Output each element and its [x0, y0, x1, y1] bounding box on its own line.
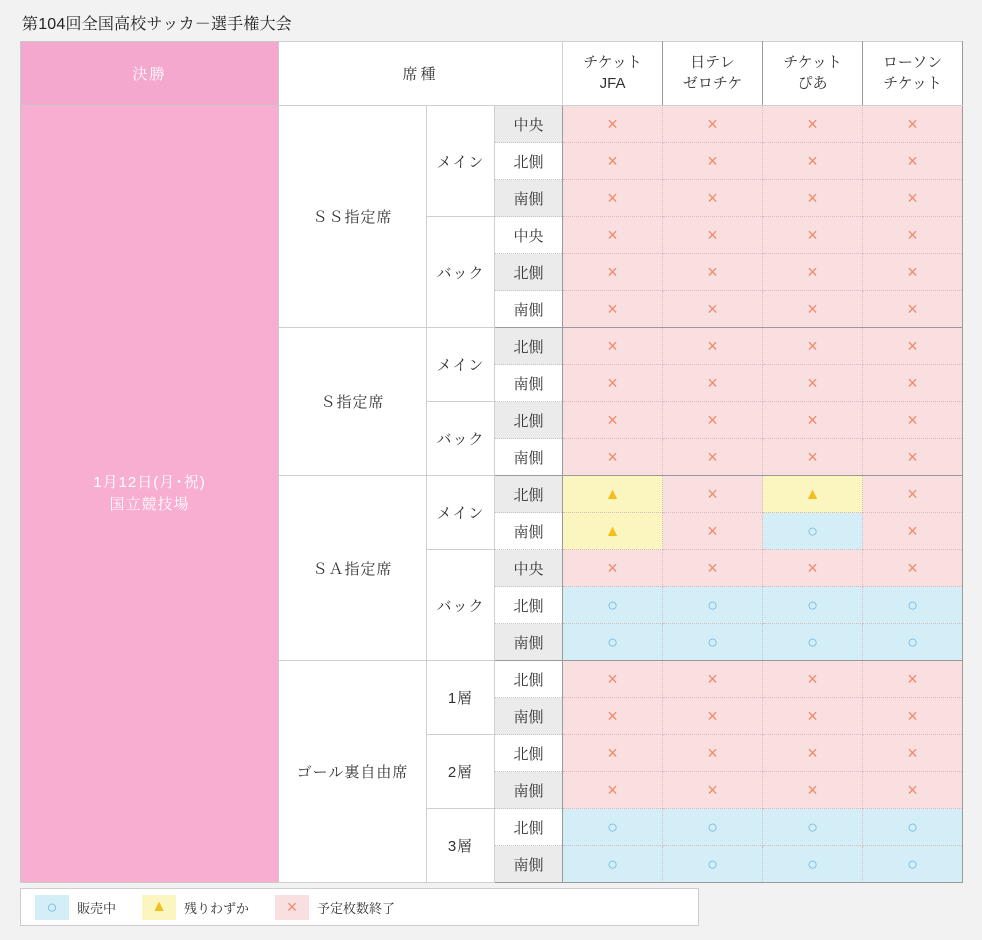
sold-out-mark: × [807, 557, 818, 578]
availability-cell [663, 772, 763, 809]
sold-out-mark: × [707, 335, 718, 356]
availability-cell [763, 402, 863, 439]
sold-out-mark: × [907, 705, 918, 726]
seat-position: 南側 [495, 365, 563, 402]
seat-availability-table [20, 41, 963, 883]
seat-side: 3層 [427, 809, 495, 883]
seat-position: 北側 [495, 735, 563, 772]
sold-out-mark: × [607, 113, 618, 134]
availability-cell [863, 217, 963, 254]
sold-out-mark: × [607, 372, 618, 393]
availability-cell [763, 328, 863, 365]
match-info-cell [21, 106, 279, 883]
sold-out-mark: × [907, 187, 918, 208]
sold-out-mark: × [907, 113, 918, 134]
availability-cell [663, 180, 763, 217]
availability-cell [763, 550, 863, 587]
seat-position: 南側 [495, 772, 563, 809]
sold-out-mark: × [807, 187, 818, 208]
sold-out-mark: × [907, 335, 918, 356]
on-sale-icon: ○ [35, 895, 69, 920]
availability-cell [663, 291, 763, 328]
seat-position: 北側 [495, 476, 563, 513]
sold-out-mark: × [907, 446, 918, 467]
seat-position: 北側 [495, 661, 563, 698]
table-header-row [21, 42, 963, 106]
availability-cell [663, 439, 763, 476]
availability-cell [663, 587, 763, 624]
availability-cell [763, 254, 863, 291]
vendor-line2: ぴあ [797, 74, 828, 92]
vendor-line1: 日テレ [690, 54, 735, 72]
availability-cell [863, 698, 963, 735]
header-vendor-3 [763, 42, 863, 106]
availability-cell [863, 587, 963, 624]
sold-out-mark: × [807, 298, 818, 319]
sold-out-mark: × [707, 409, 718, 430]
sold-out-mark: × [707, 187, 718, 208]
availability-cell [763, 661, 863, 698]
sold-out-mark: × [707, 520, 718, 541]
availability-cell [763, 291, 863, 328]
sold-out-mark: × [807, 779, 818, 800]
table-row [21, 106, 963, 143]
header-vendor-2 [663, 42, 763, 106]
match-venue: 国立競技場 [109, 496, 190, 513]
sold-out-mark: × [707, 483, 718, 504]
availability-cell [863, 328, 963, 365]
legend-label-few-left: 残りわずか [184, 900, 250, 916]
availability-cell [863, 476, 963, 513]
on-sale-mark: ○ [607, 631, 618, 652]
availability-cell [663, 328, 763, 365]
sold-out-mark: × [807, 742, 818, 763]
sold-out-mark: × [607, 446, 618, 467]
sold-out-mark: × [707, 224, 718, 245]
availability-cell [563, 402, 663, 439]
on-sale-mark: ○ [707, 594, 718, 615]
availability-cell [763, 735, 863, 772]
availability-cell [763, 365, 863, 402]
page-title: 第104回全国高校サッカ－選手権大会 [22, 16, 292, 33]
availability-cell [663, 661, 763, 698]
sold-out-mark: × [707, 261, 718, 282]
on-sale-mark: ○ [907, 631, 918, 652]
seat-position: 中央 [495, 217, 563, 254]
availability-cell [563, 143, 663, 180]
availability-cell [563, 661, 663, 698]
availability-cell [663, 106, 763, 143]
sold-out-mark: × [607, 150, 618, 171]
match-date: 1月12日(月･祝) [93, 474, 206, 492]
seat-position: 北側 [495, 254, 563, 291]
seat-side: メイン [427, 476, 495, 550]
availability-cell [863, 846, 963, 883]
sold-out-mark: × [907, 298, 918, 319]
sold-out-mark: × [807, 335, 818, 356]
few-left-icon: ▲ [142, 895, 176, 920]
sold-out-mark: × [607, 187, 618, 208]
availability-cell [663, 217, 763, 254]
availability-cell [563, 254, 663, 291]
on-sale-mark: ○ [607, 594, 618, 615]
availability-cell [563, 476, 663, 513]
availability-cell [863, 809, 963, 846]
sold-out-mark: × [707, 150, 718, 171]
on-sale-mark: ○ [907, 816, 918, 837]
availability-cell [563, 772, 663, 809]
seat-category: ＳＳ指定席 [279, 106, 427, 328]
availability-cell [563, 106, 663, 143]
sold-out-mark: × [907, 224, 918, 245]
availability-cell [563, 439, 663, 476]
vendor-line2: ゼロチケ [682, 74, 743, 92]
seat-category: ＳＡ指定席 [279, 476, 427, 661]
sold-out-mark: × [807, 446, 818, 467]
sold-out-mark: × [807, 261, 818, 282]
sold-out-mark: × [907, 409, 918, 430]
legend-label-sold-out: 予定枚数終了 [317, 900, 396, 916]
seat-position: 北側 [495, 328, 563, 365]
sold-out-mark: × [707, 742, 718, 763]
sold-out-mark: × [607, 557, 618, 578]
availability-cell [763, 698, 863, 735]
availability-cell [863, 624, 963, 661]
on-sale-mark: ○ [907, 853, 918, 874]
vendor-line1: チケット [583, 54, 642, 72]
seat-side: バック [427, 550, 495, 661]
seat-position: 南側 [495, 846, 563, 883]
sold-out-mark: × [907, 261, 918, 282]
sold-out-mark: × [607, 298, 618, 319]
vendor-line2: JFA [599, 74, 626, 92]
sold-out-mark: × [607, 335, 618, 356]
availability-cell [563, 180, 663, 217]
sold-out-mark: × [707, 557, 718, 578]
sold-out-mark: × [707, 705, 718, 726]
seat-position: 南側 [495, 439, 563, 476]
availability-cell [763, 809, 863, 846]
availability-cell [563, 328, 663, 365]
availability-cell [563, 513, 663, 550]
availability-cell [663, 624, 763, 661]
seat-side: 2層 [427, 735, 495, 809]
on-sale-mark: ○ [707, 853, 718, 874]
vendor-line1: ローソン [882, 54, 943, 72]
legend-item-sold-out [275, 895, 395, 920]
availability-cell [663, 143, 763, 180]
sold-out-mark: × [907, 668, 918, 689]
availability-cell [863, 439, 963, 476]
legend-label-on-sale: 販売中 [77, 900, 117, 916]
availability-cell [863, 254, 963, 291]
sold-out-mark: × [707, 372, 718, 393]
seat-position: 南側 [495, 291, 563, 328]
seat-position: 北側 [495, 809, 563, 846]
seat-category: ゴール裏自由席 [279, 661, 427, 883]
on-sale-mark: ○ [807, 594, 818, 615]
header-match-label: 決勝 [21, 42, 279, 106]
on-sale-mark: ○ [907, 594, 918, 615]
seat-side: メイン [427, 106, 495, 217]
availability-cell [763, 624, 863, 661]
legend-item-few-left [142, 895, 249, 920]
sold-out-mark: × [607, 224, 618, 245]
seat-position: 南側 [495, 624, 563, 661]
availability-cell [763, 476, 863, 513]
on-sale-mark: ○ [807, 816, 818, 837]
availability-cell [563, 365, 663, 402]
on-sale-mark: ○ [707, 631, 718, 652]
seat-position: 北側 [495, 402, 563, 439]
sold-out-mark: × [907, 372, 918, 393]
availability-cell [663, 513, 763, 550]
few-left-mark: ▲ [604, 485, 621, 503]
sold-out-mark: × [907, 483, 918, 504]
availability-cell [763, 143, 863, 180]
sold-out-mark: × [807, 705, 818, 726]
availability-cell [663, 365, 763, 402]
seat-position: 北側 [495, 143, 563, 180]
seat-side: 1層 [427, 661, 495, 735]
availability-cell [563, 291, 663, 328]
availability-cell [563, 809, 663, 846]
seat-category: Ｓ指定席 [279, 328, 427, 476]
sold-out-mark: × [807, 113, 818, 134]
sold-out-mark: × [607, 779, 618, 800]
seat-position: 南側 [495, 513, 563, 550]
sold-out-mark: × [607, 705, 618, 726]
availability-cell [563, 624, 663, 661]
availability-cell [863, 365, 963, 402]
availability-cell [663, 550, 763, 587]
sold-out-mark: × [607, 261, 618, 282]
on-sale-mark: ○ [607, 853, 618, 874]
sold-out-mark: × [907, 557, 918, 578]
availability-cell [863, 550, 963, 587]
sold-out-mark: × [907, 779, 918, 800]
legend-item-on-sale [35, 895, 116, 920]
availability-cell [863, 513, 963, 550]
availability-cell [863, 735, 963, 772]
sold-out-mark: × [607, 409, 618, 430]
availability-cell [563, 217, 663, 254]
availability-cell [663, 809, 763, 846]
sold-out-mark: × [807, 409, 818, 430]
availability-cell [663, 402, 763, 439]
availability-cell [763, 180, 863, 217]
availability-cell [763, 106, 863, 143]
availability-cell [863, 772, 963, 809]
seat-position: 北側 [495, 587, 563, 624]
availability-cell [563, 587, 663, 624]
availability-cell [563, 735, 663, 772]
sold-out-mark: × [707, 779, 718, 800]
on-sale-mark: ○ [807, 631, 818, 652]
availability-cell [663, 254, 763, 291]
sold-out-icon: × [275, 895, 309, 920]
availability-cell [763, 217, 863, 254]
seat-side: メイン [427, 328, 495, 402]
legend [20, 888, 699, 926]
on-sale-mark: ○ [807, 853, 818, 874]
sold-out-mark: × [807, 224, 818, 245]
sold-out-mark: × [707, 446, 718, 467]
sold-out-mark: × [707, 298, 718, 319]
availability-cell [563, 550, 663, 587]
seat-position: 南側 [495, 698, 563, 735]
availability-cell [863, 143, 963, 180]
sold-out-mark: × [807, 372, 818, 393]
availability-cell [663, 846, 763, 883]
seat-position: 中央 [495, 550, 563, 587]
seat-side: バック [427, 402, 495, 476]
availability-cell [763, 439, 863, 476]
availability-cell [663, 476, 763, 513]
sold-out-mark: × [607, 668, 618, 689]
few-left-mark: ▲ [804, 485, 821, 503]
availability-cell [763, 772, 863, 809]
sold-out-mark: × [807, 668, 818, 689]
availability-cell [863, 291, 963, 328]
availability-cell [563, 698, 663, 735]
availability-cell [863, 106, 963, 143]
vendor-line1: チケット [783, 54, 842, 72]
few-left-mark: ▲ [604, 522, 621, 540]
seat-side: バック [427, 217, 495, 328]
sold-out-mark: × [807, 150, 818, 171]
availability-cell [763, 513, 863, 550]
header-seat-type: 席種 [279, 42, 563, 106]
sold-out-mark: × [707, 668, 718, 689]
availability-cell [763, 587, 863, 624]
sold-out-mark: × [607, 742, 618, 763]
availability-cell [563, 846, 663, 883]
sold-out-mark: × [907, 520, 918, 541]
sold-out-mark: × [707, 113, 718, 134]
availability-cell [663, 735, 763, 772]
header-vendor-4 [863, 42, 963, 106]
on-sale-mark: ○ [607, 816, 618, 837]
availability-cell [863, 661, 963, 698]
availability-cell [863, 180, 963, 217]
on-sale-mark: ○ [807, 520, 818, 541]
availability-cell [763, 846, 863, 883]
sold-out-mark: × [907, 742, 918, 763]
sold-out-mark: × [907, 150, 918, 171]
availability-cell [663, 698, 763, 735]
seat-position: 南側 [495, 180, 563, 217]
on-sale-mark: ○ [707, 816, 718, 837]
seat-position: 中央 [495, 106, 563, 143]
availability-cell [863, 402, 963, 439]
vendor-line2: チケット [883, 74, 942, 92]
header-vendor-1 [563, 42, 663, 106]
